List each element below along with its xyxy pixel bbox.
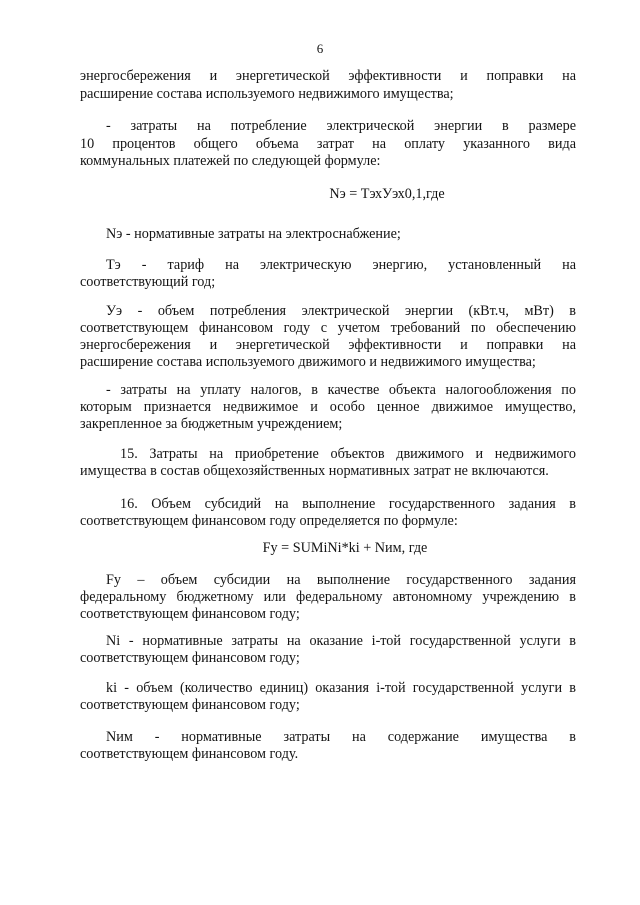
text-line: закрепленное за бюджетным учреждением;: [80, 416, 343, 432]
page-number: 6: [316, 41, 324, 56]
text-line: Nим - нормативные затраты на содержание имущества в: [106, 729, 576, 745]
text-line: соответствующем финансовом году;: [80, 606, 300, 622]
text-line: Fy – объем субсидии на выполнение государственного задания: [106, 572, 576, 588]
text-line: соответствующем финансовом году определяется по формуле:: [80, 513, 458, 529]
text-line: энергосбережения и энергетической эффективности и поправки на: [80, 68, 576, 84]
text-line: ki - объем (количество единиц) оказания i-той государственной услуги в: [106, 680, 576, 696]
text-line: Ni - нормативные затраты на оказание i-той государственной услуги в: [106, 633, 576, 649]
text-line: - затраты на уплату налогов, в качестве объекта налогообложения по: [106, 382, 576, 398]
text-line: расширение состава используемого движимого и недвижимого имущества;: [80, 354, 536, 370]
text-line: соответствующем финансовом году.: [80, 746, 299, 762]
text-line: имущества в состав общехозяйственных нормативных затрат не включаются.: [80, 463, 549, 479]
text-line: федеральному бюджетному или федеральному автономному учреждению в: [80, 589, 576, 605]
text-line: 15. Затраты на приобретение объектов движимого и недвижимого: [120, 446, 576, 462]
text-line: соответствующем финансовом году;: [80, 650, 300, 666]
text-line: соответствующий год;: [80, 274, 216, 290]
formula-electricity: Nэ = ТэхУэх0,1,где: [329, 186, 445, 202]
text-line: 16. Объем субсидий на выполнение государственного задания в: [120, 496, 576, 512]
text-line: коммунальных платежей по следующей формуле:: [80, 153, 381, 169]
text-line: 10 процентов общего объема затрат на оплату указанного вида: [80, 136, 576, 152]
text-line: соответствующем финансовом году с учетом требований по обеспечению: [80, 320, 576, 336]
text-line: Тэ - тариф на электрическую энергию, установленный на: [106, 257, 576, 273]
text-line: которым признается недвижимое и особо ценное движимое имущество,: [80, 399, 576, 415]
text-line: Nэ - нормативные затраты на электроснабжение;: [106, 226, 401, 242]
formula-subsidy: Fy = SUMiNi*ki + Nим, где: [262, 540, 428, 556]
text-line: соответствующем финансовом году;: [80, 697, 300, 713]
text-line: энергосбережения и энергетической эффективности и поправки на: [80, 337, 576, 353]
text-line: Уэ - объем потребления электрической энергии (кВт.ч, мВт) в: [106, 303, 576, 319]
text-line: расширение состава используемого недвижимого имущества;: [80, 86, 454, 102]
text-line: - затраты на потребление электрической энергии в размере: [106, 118, 576, 134]
